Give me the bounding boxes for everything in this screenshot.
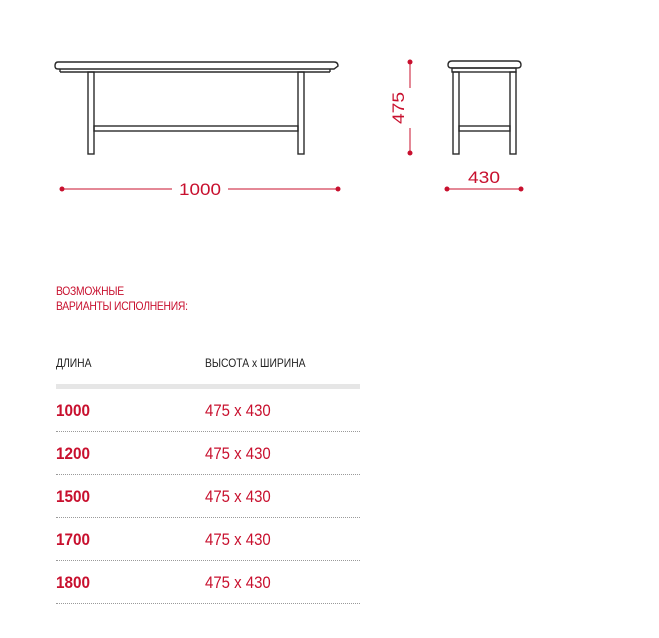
variants-subtitle-line2: ВАРИАНТЫ ИСПОЛНЕНИЯ: xyxy=(56,299,188,313)
bench-side-view xyxy=(448,61,521,154)
row-length: 1500 xyxy=(56,487,91,506)
variants-table xyxy=(56,356,360,604)
table-row xyxy=(56,432,360,475)
dimension-drawing xyxy=(0,0,659,230)
variants-subtitle-line1: ВОЗМОЖНЫЕ xyxy=(56,284,124,298)
row-length: 1000 xyxy=(56,401,91,420)
row-length: 1200 xyxy=(56,444,91,463)
width-dimension xyxy=(445,168,524,192)
variants-subtitle xyxy=(56,284,188,314)
column-header-size: ВЫСОТА x ШИРИНА xyxy=(205,356,306,370)
row-length: 1800 xyxy=(56,573,91,592)
width-dimension-label: 430 xyxy=(468,168,500,187)
table-row xyxy=(56,518,360,561)
height-dimension-label: 475 xyxy=(389,95,408,124)
row-size: 475 x 430 xyxy=(205,401,271,420)
column-header-length: ДЛИНА xyxy=(56,356,92,370)
table-row xyxy=(56,389,360,432)
row-size: 475 x 430 xyxy=(205,573,271,592)
row-size: 475 x 430 xyxy=(205,530,271,549)
row-length: 1700 xyxy=(56,530,91,549)
bench-front-view xyxy=(55,62,338,154)
table-header xyxy=(56,356,360,378)
height-dimension xyxy=(389,60,413,156)
table-row xyxy=(56,561,360,604)
length-dimension xyxy=(60,180,341,199)
length-dimension-label: 1000 xyxy=(179,180,221,199)
row-size: 475 x 430 xyxy=(205,444,271,463)
row-size: 475 x 430 xyxy=(205,487,271,506)
table-row xyxy=(56,475,360,518)
